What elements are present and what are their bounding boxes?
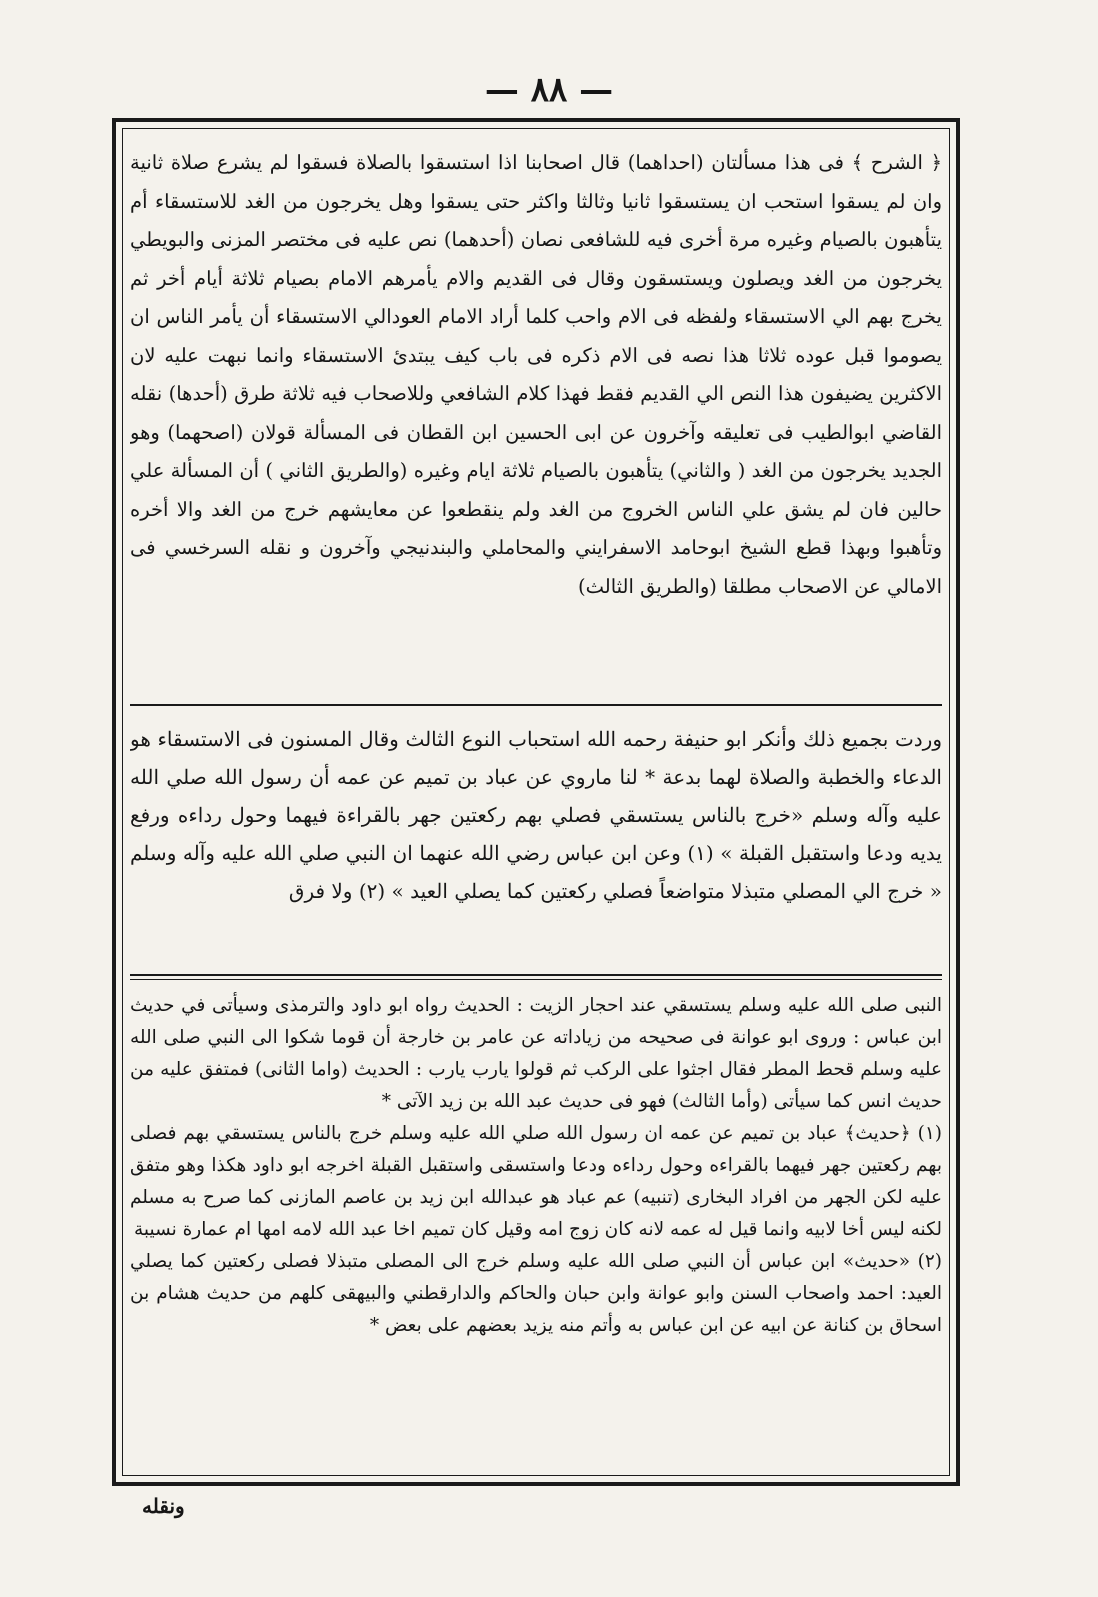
footnote-1: (١) ﴿حديث﴾ عباد بن تميم عن عمه ان رسول الله صلي الله عليه وسلم خرج بالناس يستسقي بهم فصلى بهم ركعتين جهر فيهما بالقراءه وحول رداءه ودعا واستسقى واستقبل القبلة اخرجه ابو داود هكذا وهو متفق عليه لكن الجهر من افراد البخارى (تنبيه) عم عباد هو عبدالله ابن زيد بن عاصم المازنى كما صرح به مسلم لكنه ليس أخا لابيه وانما قيل له عمه لانه كان زوج امه وقيل كان تميم اخا عبد الله لامه امها ام عمارة نسيبة [130, 1123, 942, 1240]
footnote-paragraph: النبى صلى الله عليه وسلم يستسقي عند احجار الزيت : الحديث رواه ابو داود والترمذى وسيأتى في حديث ابن عباس : وروى ابو عوانة فى صحيحه من زياداته عن عامر بن خارجة أن قوما شكوا الى النبي صلى الله عليه وسلم قحط المطر فقال اجثوا على الركب ثم قولوا يارب يارب : الحديث (واما الثانى) فمتفق عليه من حديث انس كما سيأتى (وأما الثالث) فهو فى حديث عبد الله بن زيد الآتى * [130, 995, 942, 1112]
section-divider-bottom [130, 974, 942, 976]
main-text: وردت بجميع ذلك وأنكر ابو حنيفة رحمه الله استحباب النوع الثالث وقال المسنون فى الاستسقاء هو الدعاء والخطبة والصلاة لهما بدعة * لنا ماروي عن عباد بن تميم عن عمه أن رسول الله صلي الله عليه وآله وسلم «خرج بالناس يستسقي فصلي بهم ركعتين جهر بالقراءة فيهما وحول رداءه ورفع يديه ودعا واستقبل القبلة » (١) وعن ابن عباس رضي الله عنهما ان النبي صلي الله عليه وآله وسلم « خرج الي المصلي متبذلا متواضعاً فصلي ركعتين كما يصلي العيد » (٢) ولا فرق [130, 727, 942, 903]
footnotes-section [130, 990, 942, 1474]
footnote-2: (٢) «حديث» ابن عباس أن النبي صلى الله عليه وسلم خرج الى المصلى متبذلا فصلى ركعتين كما يصلي العيد: احمد واصحاب السنن وابو عوانة وابن حبان والحاكم والدارقطني والبيهقى كلهم من حديث هشام بن اسحاق بن كنانة عن ابيه عن ابن عباس به وأتم منه يزيد بعضهم على بعض * [130, 1251, 942, 1336]
page-number: — ۸۸ — [484, 70, 614, 110]
section-divider-top [130, 704, 942, 706]
catchword: ونقله [142, 1494, 185, 1518]
page-frame [112, 118, 960, 1486]
main-text-section [130, 720, 942, 980]
commentary-text: ﴿ الشرح ﴾ فى هذا مسألتان (احداهما) قال اصحابنا اذا استسقوا بالصلاة فسقوا لم يشرع صلاة ثانية وان لم يسقوا استحب ان يستسقوا ثانيا وثالثا واكثر حتى يسقوا وهل يخرجون من الغد للاستسقاء أم يتأهبون بالصيام وغيره مرة أخرى فيه للشافعى نصان (أحدهما) نص عليه فى مختصر المزنى والبويطي يخرجون من الغد ويصلون ويستسقون وقال فى القديم والام يأمرهم الامام بصيام ثلاثة أيام أخر ثم يخرج بهم الي الاستسقاء ولفظه فى الام واحب كلما أراد الامام العودالي الاستسقاء أن يأمر الناس ان يصوموا قبل عوده ثلاثا هذا نصه فى الام ذكره فى باب كيف يبتدئ الاستسقاء وانما نبهت عليه لان الاكثرين يضيفون هذا النص الي القديم فقط فهذا كلام الشافعي وللاصحاب فيه ثلاثة طرق (أحدها) نقله القاضي ابوالطيب فى تعليقه وآخرون عن ابى الحسين ابن القطان فى المسألة قولان (اصحهما) وهو الجديد يخرجون من الغد ( والثاني) يتأهبون بالصيام ثلاثة ايام وغيره (والطريق الثاني ) أن المسألة علي حالين فان لم يشق علي الناس الخروج من الغد ولم ينقطعوا عن معايشهم خرج من الغد والا أخره وتأهبوا وبهذا قطع الشيخ ابوحامد الاسفرايني والمحاملي والبندنيجي وآخرون و نقله السرخسي فى الامالي عن الاصحاب مطلقا (والطريق الثالث) [130, 151, 942, 598]
